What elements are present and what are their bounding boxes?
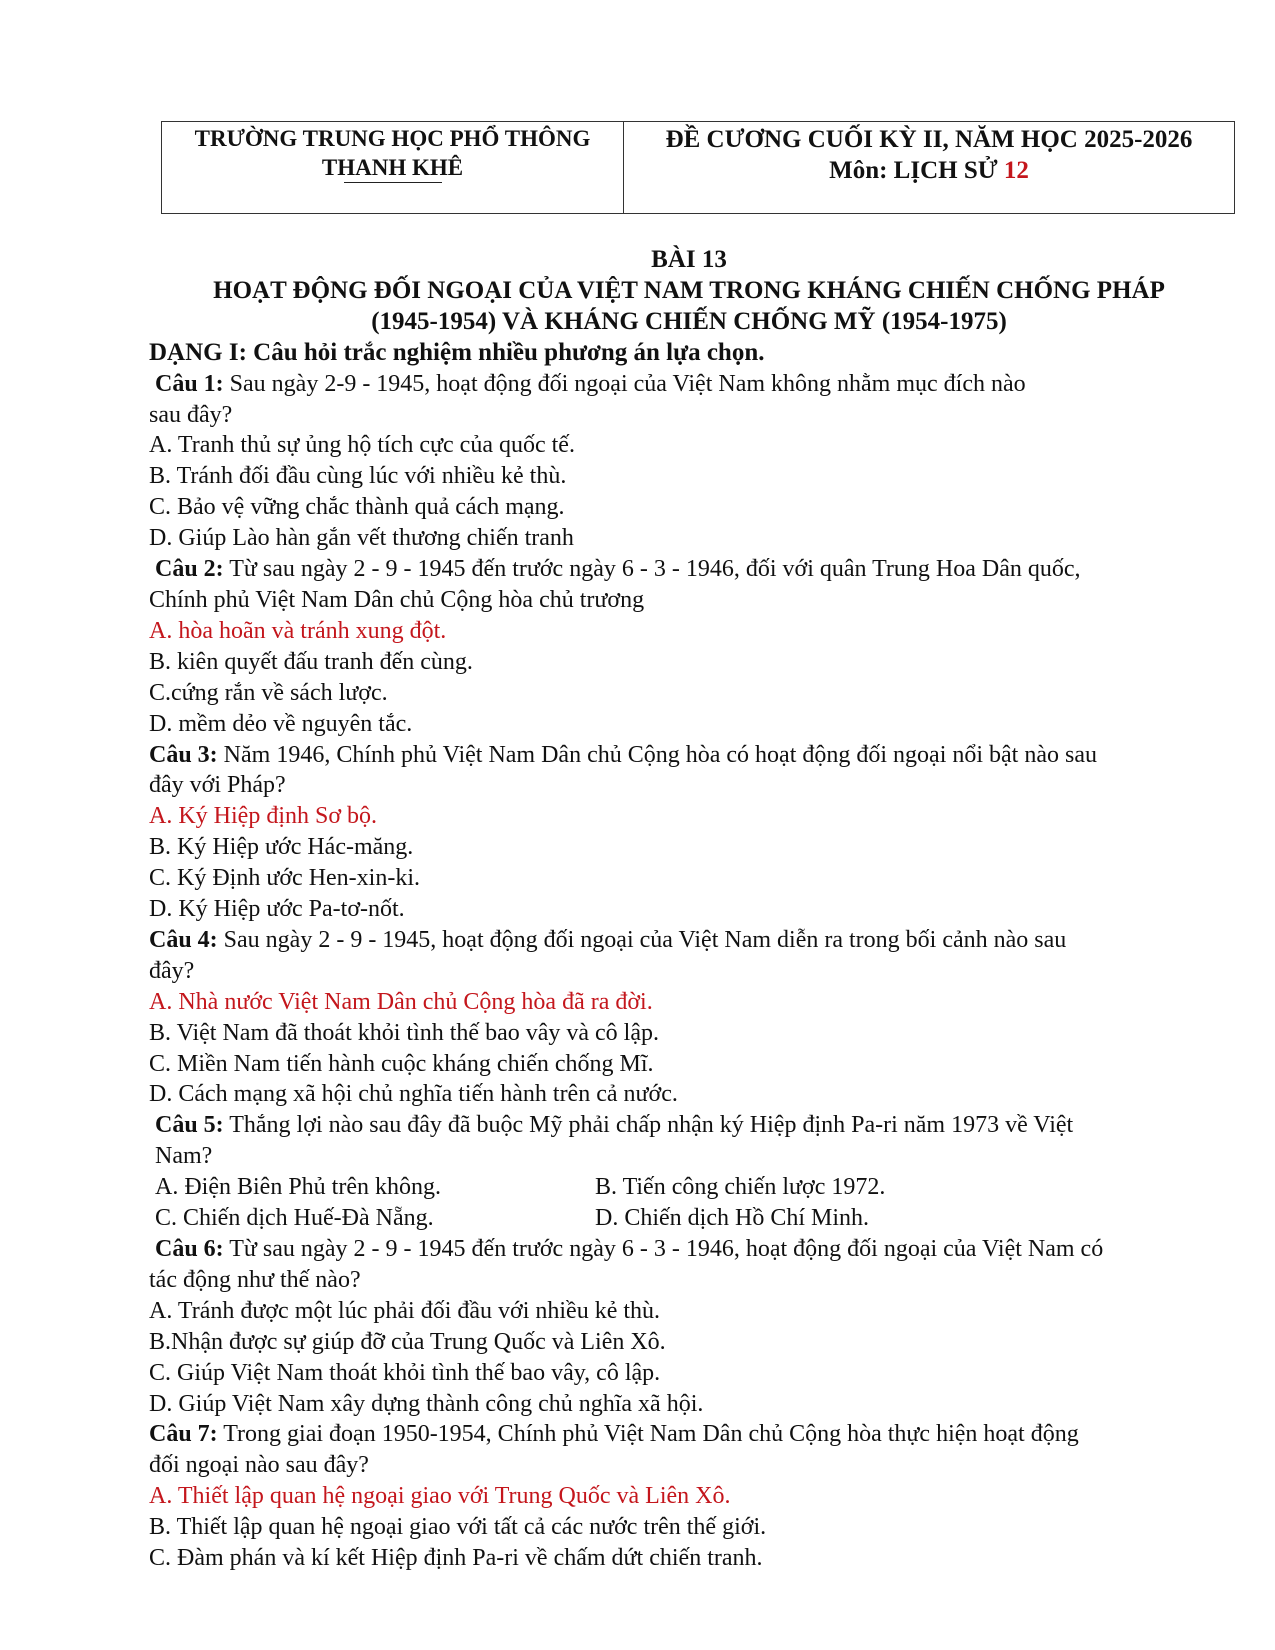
q4-option-c: C. Miền Nam tiến hành cuộc kháng chiến chống Mĩ. xyxy=(149,1050,654,1077)
q6-option-b: B.Nhận được sự giúp đỡ của Trung Quốc và Liên Xô. xyxy=(149,1328,666,1355)
question-label: Câu 7: xyxy=(149,1421,218,1448)
q6-option-d: D. Giúp Việt Nam xây dựng thành công chủ nghĩa xã hội. xyxy=(149,1390,704,1417)
question-4 xyxy=(149,925,1229,956)
q3-option-b: B. Ký Hiệp ước Hác-măng. xyxy=(149,834,414,861)
q4-option-b: B. Việt Nam đã thoát khỏi tình thế bao vây và cô lập. xyxy=(149,1019,659,1046)
question-4-cont: đây? xyxy=(149,957,195,984)
q5-option-b: B. Tiến công chiến lược 1972. xyxy=(595,1174,886,1201)
q2-option-c: C.cứng rắn về sách lược. xyxy=(149,679,388,706)
question-5-cont: Nam? xyxy=(155,1143,213,1170)
q5-option-d: D. Chiến dịch Hồ Chí Minh. xyxy=(595,1205,869,1232)
q2-option-a: A. hòa hoãn và tránh xung đột. xyxy=(149,617,447,644)
q1-option-b: B. Tránh đối đầu cùng lúc với nhiều kẻ thù. xyxy=(149,463,567,490)
q3-option-c: C. Ký Định ước Hen-xin-ki. xyxy=(149,865,420,892)
question-3 xyxy=(149,740,1229,771)
subject-label: Môn: LỊCH SỬ xyxy=(829,157,998,184)
q7-option-a: A. Thiết lập quan hệ ngoại giao với Trung Quốc và Liên Xô. xyxy=(149,1483,731,1510)
exam-info xyxy=(624,122,1234,186)
question-1 xyxy=(149,369,1229,400)
question-1-cont: sau đây? xyxy=(149,401,233,428)
q5-options-row-1 xyxy=(149,1172,1229,1203)
school-name xyxy=(162,122,623,183)
question-label: Câu 1: xyxy=(155,370,224,397)
q7-option-b: B. Thiết lập quan hệ ngoại giao với tất cả các nước trên thế giới. xyxy=(149,1514,767,1541)
header-table xyxy=(161,121,1235,214)
question-text: Từ sau ngày 2 - 9 - 1945 đến trước ngày 6 - 3 - 1946, hoạt động đối ngoại của Việt Nam có xyxy=(223,1236,1104,1262)
document-body xyxy=(149,245,1229,1574)
school-line-1: TRƯỜNG TRUNG HỌC PHỔ THÔNG xyxy=(194,126,591,151)
question-3-cont: đây với Pháp? xyxy=(149,772,286,799)
section-heading: DẠNG I: Câu hỏi trắc nghiệm nhiều phương án lựa chọn. xyxy=(149,338,765,366)
subject-grade: 12 xyxy=(1003,157,1029,184)
question-2-cont: Chính phủ Việt Nam Dân chủ Cộng hòa chủ trương xyxy=(149,586,645,613)
q6-option-c: C. Giúp Việt Nam thoát khỏi tình thế bao vây, cô lập. xyxy=(149,1359,661,1386)
q2-option-b: B. kiên quyết đấu tranh đến cùng. xyxy=(149,648,473,675)
question-2 xyxy=(149,554,1229,585)
exam-title: ĐỀ CƯƠNG CUỐI KỲ II, NĂM HỌC 2025-2026 xyxy=(665,126,1193,153)
school-underline xyxy=(344,182,442,183)
question-label: Câu 2: xyxy=(155,556,224,583)
q1-option-a: A. Tranh thủ sự ủng hộ tích cực của quốc tế. xyxy=(149,432,575,459)
subject-line xyxy=(624,155,1234,186)
q7-option-c: C. Đàm phán và kí kết Hiệp định Pa-ri về chấm dứt chiến tranh. xyxy=(149,1545,763,1572)
q4-option-a: A. Nhà nước Việt Nam Dân chủ Cộng hòa đã ra đời. xyxy=(149,988,653,1015)
q1-option-d: D. Giúp Lào hàn gắn vết thương chiến tranh xyxy=(149,525,574,552)
question-5 xyxy=(149,1110,1229,1141)
exam-cell xyxy=(624,122,1235,214)
q3-option-a: A. Ký Hiệp định Sơ bộ. xyxy=(149,803,378,830)
lesson-title-line-1: HOẠT ĐỘNG ĐỐI NGOẠI CỦA VIỆT NAM TRONG KHÁNG CHIẾN CHỐNG PHÁP xyxy=(213,276,1165,304)
q4-option-d: D. Cách mạng xã hội chủ nghĩa tiến hành trên cả nước. xyxy=(149,1081,678,1108)
q5-options-row-2 xyxy=(149,1203,1229,1234)
lesson-number: BÀI 13 xyxy=(651,246,727,273)
q5-option-a: A. Điện Biên Phủ trên không. xyxy=(155,1174,441,1201)
question-text: Sau ngày 2 - 9 - 1945, hoạt động đối ngoại của Việt Nam diễn ra trong bối cảnh nào sau xyxy=(217,926,1067,953)
question-text: Trong giai đoạn 1950-1954, Chính phủ Việt Nam Dân chủ Cộng hòa thực hiện hoạt động xyxy=(217,1421,1079,1448)
question-7-cont: đối ngoại nào sau đây? xyxy=(149,1452,369,1479)
question-label: Câu 4: xyxy=(149,926,218,953)
lesson-title-line-2: (1945-1954) VÀ KHÁNG CHIẾN CHỐNG MỸ (1954-1975) xyxy=(371,307,1007,335)
school-line-2: THANH KHÊ xyxy=(321,155,464,180)
school-cell xyxy=(162,122,624,214)
q1-option-c: C. Bảo vệ vững chắc thành quả cách mạng. xyxy=(149,494,565,521)
question-label: Câu 3: xyxy=(149,741,218,768)
question-text: Năm 1946, Chính phủ Việt Nam Dân chủ Cộng hòa có hoạt động đối ngoại nổi bật nào sau xyxy=(217,741,1097,768)
question-text: Từ sau ngày 2 - 9 - 1945 đến trước ngày 6 - 3 - 1946, đối với quân Trung Hoa Dân quốc, xyxy=(223,556,1081,583)
question-text: Sau ngày 2-9 - 1945, hoạt động đối ngoại của Việt Nam không nhằm mục đích nào xyxy=(223,370,1026,397)
question-label: Câu 5: xyxy=(155,1112,224,1139)
question-6 xyxy=(149,1234,1229,1265)
question-7 xyxy=(149,1419,1229,1450)
question-label: Câu 6: xyxy=(155,1236,224,1262)
question-6-cont: tác động như thế nào? xyxy=(149,1266,361,1293)
q6-option-a: A. Tránh được một lúc phải đối đầu với nhiều kẻ thù. xyxy=(149,1297,661,1324)
question-text: Thắng lợi nào sau đây đã buộc Mỹ phải chấp nhận ký Hiệp định Pa-ri năm 1973 về Việt xyxy=(223,1112,1074,1139)
q5-option-c: C. Chiến dịch Huế-Đà Nẵng. xyxy=(155,1205,434,1232)
q3-option-d: D. Ký Hiệp ước Pa-tơ-nốt. xyxy=(149,896,405,923)
q2-option-d: D. mềm dẻo về nguyên tắc. xyxy=(149,710,413,737)
